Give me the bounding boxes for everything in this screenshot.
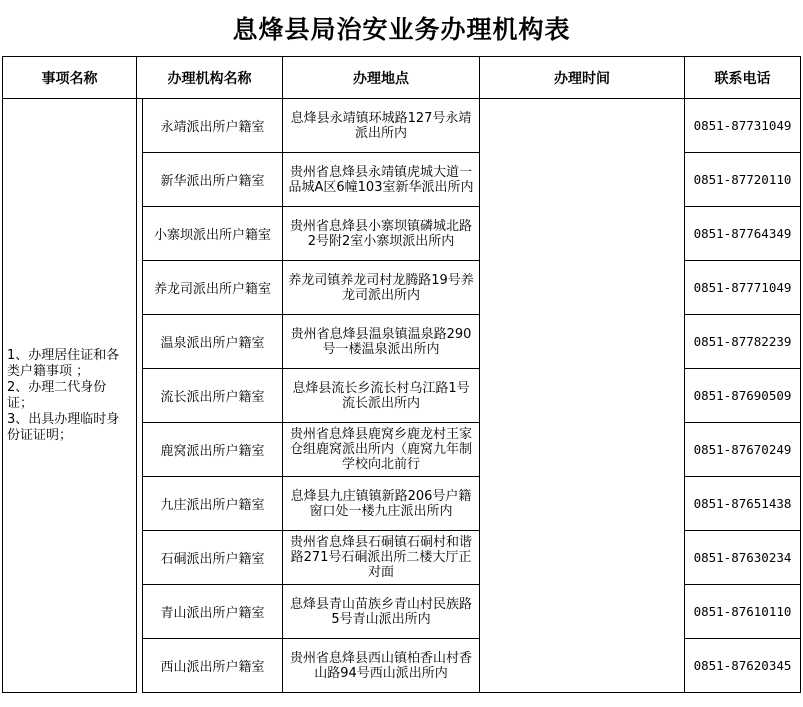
header-phone: 联系电话 [685, 57, 801, 99]
phone-cell: 0851-87620345 [685, 639, 801, 693]
org-name-cell: 温泉派出所户籍室 [143, 315, 283, 369]
address-cell: 养龙司镇养龙司村龙腾路19号养龙司派出所内 [283, 261, 480, 315]
phone-cell: 0851-87764349 [685, 207, 801, 261]
org-name-cell: 永靖派出所户籍室 [143, 99, 283, 153]
header-matter: 事项名称 [3, 57, 137, 99]
address-cell: 贵州省息烽县永靖镇虎城大道一品城A区6幢103室新华派出所内 [283, 153, 480, 207]
time-cell [480, 99, 685, 693]
address-cell: 贵州省息烽县石硐镇石硐村和谐路271号石硐派出所二楼大厅正对面 [283, 531, 480, 585]
address-cell: 贵州省息烽县温泉镇温泉路290号一楼温泉派出所内 [283, 315, 480, 369]
org-name-cell: 九庄派出所户籍室 [143, 477, 283, 531]
phone-cell: 0851-87670249 [685, 423, 801, 477]
table-row [3, 99, 801, 153]
phone-cell: 0851-87782239 [685, 315, 801, 369]
phone-cell: 0851-87720110 [685, 153, 801, 207]
address-cell: 贵州省息烽县鹿窝乡鹿龙村王家仓组鹿窝派出所内（鹿窝九年制学校向北前行 [283, 423, 480, 477]
phone-cell: 0851-87771049 [685, 261, 801, 315]
matter-cell: 1、办理居住证和各类户籍事项 ； 2、办理二代身份证； 3、出具办理临时身份证证明； [3, 99, 137, 693]
address-cell: 息烽县九庄镇镇新路206号户籍窗口处一楼九庄派出所内 [283, 477, 480, 531]
page-title: 息烽县局治安业务办理机构表 [232, 15, 571, 44]
header-org: 办理机构名称 [137, 57, 283, 99]
address-cell: 贵州省息烽县小寨坝镇磷城北路2号附2室小寨坝派出所内 [283, 207, 480, 261]
org-name-cell: 小寨坝派出所户籍室 [143, 207, 283, 261]
header-time: 办理时间 [480, 57, 685, 99]
org-name-cell: 流长派出所户籍室 [143, 369, 283, 423]
phone-cell: 0851-87610110 [685, 585, 801, 639]
phone-cell: 0851-87630234 [685, 531, 801, 585]
phone-cell: 0851-87651438 [685, 477, 801, 531]
org-name-cell: 西山派出所户籍室 [143, 639, 283, 693]
org-name-cell: 新华派出所户籍室 [143, 153, 283, 207]
address-cell: 息烽县永靖镇环城路127号永靖派出所内 [283, 99, 480, 153]
org-name-cell: 养龙司派出所户籍室 [143, 261, 283, 315]
org-name-cell: 石硐派出所户籍室 [143, 531, 283, 585]
table-body [3, 99, 801, 693]
org-name-cell: 鹿窝派出所户籍室 [143, 423, 283, 477]
phone-cell: 0851-87731049 [685, 99, 801, 153]
address-cell: 息烽县流长乡流长村乌江路1号流长派出所内 [283, 369, 480, 423]
phone-cell: 0851-87690509 [685, 369, 801, 423]
org-name-cell: 青山派出所户籍室 [143, 585, 283, 639]
header-row [3, 57, 801, 99]
agency-table [2, 56, 801, 693]
address-cell: 息烽县青山苗族乡青山村民族路5号青山派出所内 [283, 585, 480, 639]
header-address: 办理地点 [283, 57, 480, 99]
address-cell: 贵州省息烽县西山镇柏香山村香山路94号西山派出所内 [283, 639, 480, 693]
